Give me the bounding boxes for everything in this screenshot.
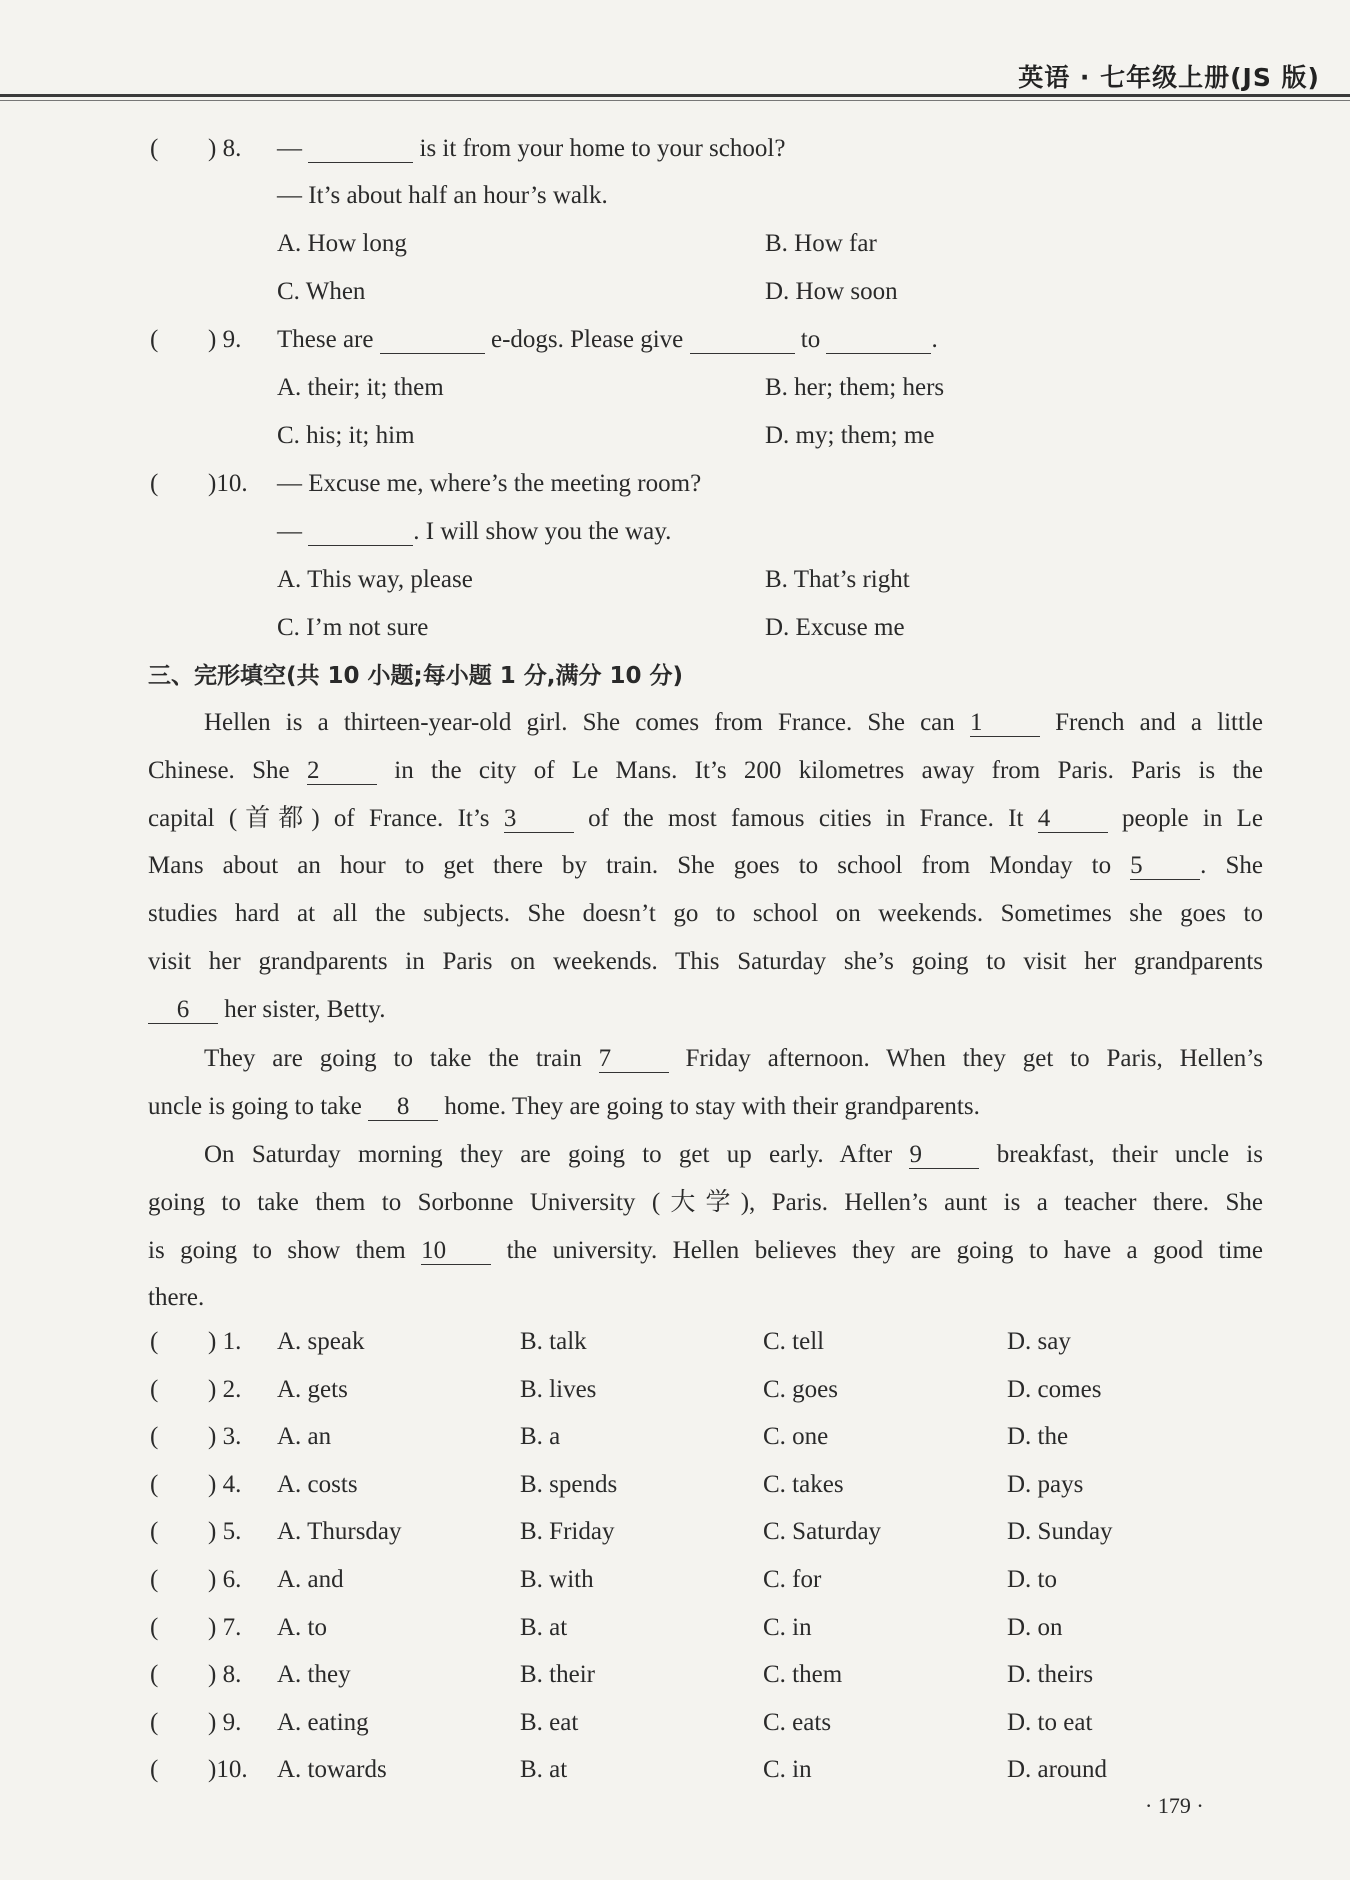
option-text: C. his; it; him [277, 422, 415, 449]
text-run: . I will show you the way. [413, 518, 672, 545]
passage-line [148, 1282, 204, 1314]
option-text: B. talk [520, 1328, 587, 1355]
option-text: C. goes [763, 1375, 838, 1403]
answer-blank[interactable] [690, 327, 795, 354]
passage-line [204, 1139, 1263, 1171]
question-number: ) 9. [208, 326, 242, 353]
option-text: B. spends [520, 1470, 618, 1498]
option-text: D. my; them; me [765, 422, 935, 449]
option-text: A. Thursday [277, 1518, 402, 1546]
text-run: Chinese. She [148, 756, 307, 784]
question-text [277, 180, 608, 212]
answer-blank[interactable]: 7 [599, 1046, 669, 1073]
answer-blank[interactable]: 5 [1130, 853, 1200, 880]
question-text [277, 133, 785, 165]
answer-blank[interactable]: 2 [307, 758, 377, 785]
option-text: D. to eat [1007, 1708, 1093, 1736]
answer-paren[interactable]: ( [150, 1661, 159, 1689]
answer-blank[interactable]: 9 [909, 1142, 979, 1169]
question-number: ) 2. [208, 1375, 242, 1403]
option-text: C. eats [763, 1708, 832, 1736]
answer-blank[interactable]: 6 [148, 997, 218, 1024]
text-run: They are going to take the train [204, 1045, 599, 1072]
passage-line [148, 755, 1263, 787]
answer-paren[interactable]: ( [150, 1375, 159, 1403]
question-number: )10. [208, 470, 248, 497]
text-run: visit her grandparents in Paris on weekends. This Saturday she’s going to visit her grandparents [148, 948, 1263, 975]
option-text: C. takes [763, 1470, 844, 1498]
header-title: 英语 · 七年级上册(JS 版) [1018, 63, 1320, 92]
option-text: D. comes [1007, 1375, 1102, 1403]
answer-paren[interactable]: ( [150, 470, 159, 497]
section-title: 三、完形填空(共 10 小题;每小题 1 分,满分 10 分) [148, 663, 684, 689]
text-run: French and a little [1039, 709, 1263, 736]
text-run: e-dogs. Please give [484, 326, 690, 353]
text-run: Mans about an hour to get there by train. She goes to school from Monday to [148, 852, 1131, 880]
option-text: A. eating [277, 1708, 369, 1736]
option-text: C. one [763, 1423, 829, 1451]
question-number: ) 8. [208, 1661, 242, 1689]
option-text: C. When [277, 278, 366, 305]
question-number: ) 9. [208, 1708, 242, 1736]
answer-blank[interactable]: 10 [421, 1238, 491, 1265]
text-run: . [931, 326, 938, 353]
answer-blank[interactable] [826, 327, 931, 354]
option-text: D. theirs [1007, 1661, 1094, 1689]
answer-blank[interactable]: 4 [1038, 806, 1108, 833]
option-text: C. Saturday [763, 1518, 882, 1546]
text-run: home. They are going to stay with their grandparents. [438, 1092, 980, 1120]
question-number: ) 1. [208, 1328, 242, 1355]
passage-line [148, 803, 1263, 835]
option-text: A. This way, please [277, 566, 473, 593]
answer-blank[interactable] [308, 136, 413, 163]
text-run: is it from your home to your school? [413, 135, 786, 162]
text-run: going to take them to Sorbonne University (大学), Paris. Hellen’s aunt is a teacher there. She [148, 1188, 1263, 1216]
answer-paren[interactable]: ( [150, 1566, 159, 1593]
option-text: B. at [520, 1613, 568, 1641]
text-run: — Excuse me, where’s the meeting room? [277, 470, 702, 497]
question-number: ) 7. [208, 1613, 242, 1641]
option-text: D. on [1007, 1613, 1063, 1641]
answer-paren[interactable]: ( [150, 1708, 159, 1736]
question-number: ) 8. [208, 135, 242, 162]
text-run: there. [148, 1284, 205, 1312]
option-text: A. costs [277, 1470, 358, 1498]
text-run: studies hard at all the subjects. She doesn’t go to school on weekends. Sometimes she goes to [148, 900, 1263, 928]
option-text: B. That’s right [765, 566, 910, 593]
text-run: of the most famous cities in France. It [573, 804, 1038, 832]
option-text: B. her; them; hers [765, 374, 945, 401]
passage-line [204, 1043, 1263, 1075]
option-text: A. gets [277, 1375, 348, 1403]
passage-line [204, 707, 1263, 739]
question-text [277, 324, 938, 356]
option-text: A. to [277, 1613, 327, 1641]
question-number: ) 6. [208, 1566, 242, 1593]
option-text: C. for [763, 1566, 822, 1593]
option-text: A. they [277, 1661, 351, 1689]
option-text: D. pays [1007, 1470, 1084, 1498]
text-run: On Saturday morning they are going to get up early. After [204, 1141, 910, 1168]
passage-line [148, 1187, 1263, 1219]
option-text: A. towards [277, 1756, 387, 1784]
option-text: A. speak [277, 1328, 365, 1355]
option-text: B. lives [520, 1375, 597, 1403]
passage-line [148, 1235, 1263, 1267]
option-text: D. say [1007, 1328, 1071, 1355]
text-run: capital (首都) of France. It’s [148, 804, 504, 832]
option-text: D. to [1007, 1566, 1057, 1593]
option-text: C. tell [763, 1328, 825, 1355]
answer-paren[interactable]: ( [150, 1756, 159, 1784]
answer-blank[interactable]: 1 [970, 710, 1040, 737]
option-text: C. in [763, 1756, 812, 1784]
option-text: A. How long [277, 230, 407, 257]
text-run: Hellen is a thirteen-year-old girl. She comes from France. She can [204, 709, 970, 736]
text-run: to [794, 326, 827, 353]
option-text: A. and [277, 1566, 344, 1593]
text-run: uncle is going to take [148, 1092, 369, 1120]
option-text: B. at [520, 1756, 568, 1784]
option-text: A. an [277, 1423, 332, 1451]
answer-paren[interactable]: ( [150, 326, 159, 353]
text-run: in the city of Le Mans. It’s 200 kilometres away from Paris. Paris is the [376, 756, 1263, 784]
option-text: B. How far [765, 230, 877, 257]
text-run: breakfast, their uncle is [979, 1141, 1263, 1168]
question-text [277, 468, 701, 500]
option-text: B. eat [520, 1708, 579, 1736]
answer-blank[interactable] [308, 519, 413, 546]
answer-paren[interactable]: ( [150, 1423, 159, 1451]
option-text: D. How soon [765, 278, 898, 305]
option-text: B. Friday [520, 1518, 615, 1546]
passage-line [148, 1091, 980, 1123]
option-text: C. them [763, 1661, 843, 1689]
question-number: )10. [208, 1756, 248, 1784]
text-run: These are [277, 326, 380, 353]
text-run: the university. Hellen believes they are going to have a good time [491, 1236, 1263, 1264]
text-run: — [277, 135, 309, 162]
passage-line [148, 850, 1263, 882]
text-run: Friday afternoon. When they get to Paris, Hellen’s [668, 1045, 1263, 1072]
answer-paren[interactable]: ( [150, 135, 159, 162]
answer-blank[interactable] [380, 327, 485, 354]
option-text: B. with [520, 1566, 594, 1593]
question-number: ) 5. [208, 1518, 242, 1546]
option-text: C. I’m not sure [277, 614, 429, 641]
answer-blank[interactable]: 8 [368, 1094, 438, 1121]
option-text: D. Sunday [1007, 1518, 1113, 1546]
option-text: A. their; it; them [277, 374, 444, 401]
option-text: B. a [520, 1423, 561, 1451]
answer-blank[interactable]: 3 [504, 806, 574, 833]
option-text: C. in [763, 1613, 812, 1641]
header-rule-thin [0, 100, 1350, 101]
answer-paren[interactable]: ( [150, 1518, 159, 1546]
question-number: ) 4. [208, 1470, 242, 1498]
header-rule [0, 94, 1350, 97]
passage-line [148, 946, 1263, 978]
text-run: . She [1200, 852, 1263, 880]
text-run: — [277, 518, 309, 545]
option-text: D. around [1007, 1756, 1107, 1784]
option-text: B. their [520, 1661, 595, 1689]
page-number: · 179 · [1145, 1793, 1204, 1818]
answer-paren[interactable]: ( [150, 1328, 159, 1355]
passage-line [148, 898, 1263, 930]
text-run: — It’s about half an hour’s walk. [277, 182, 608, 209]
text-run: her sister, Betty. [218, 995, 386, 1023]
option-text: D. Excuse me [765, 614, 905, 641]
option-text: D. the [1007, 1423, 1069, 1451]
passage-line [148, 994, 385, 1026]
question-text [277, 516, 671, 548]
text-run: people in Le [1107, 804, 1264, 832]
answer-paren[interactable]: ( [150, 1470, 159, 1498]
text-run: is going to show them [148, 1236, 422, 1264]
question-number: ) 3. [208, 1423, 242, 1451]
answer-paren[interactable]: ( [150, 1613, 159, 1641]
